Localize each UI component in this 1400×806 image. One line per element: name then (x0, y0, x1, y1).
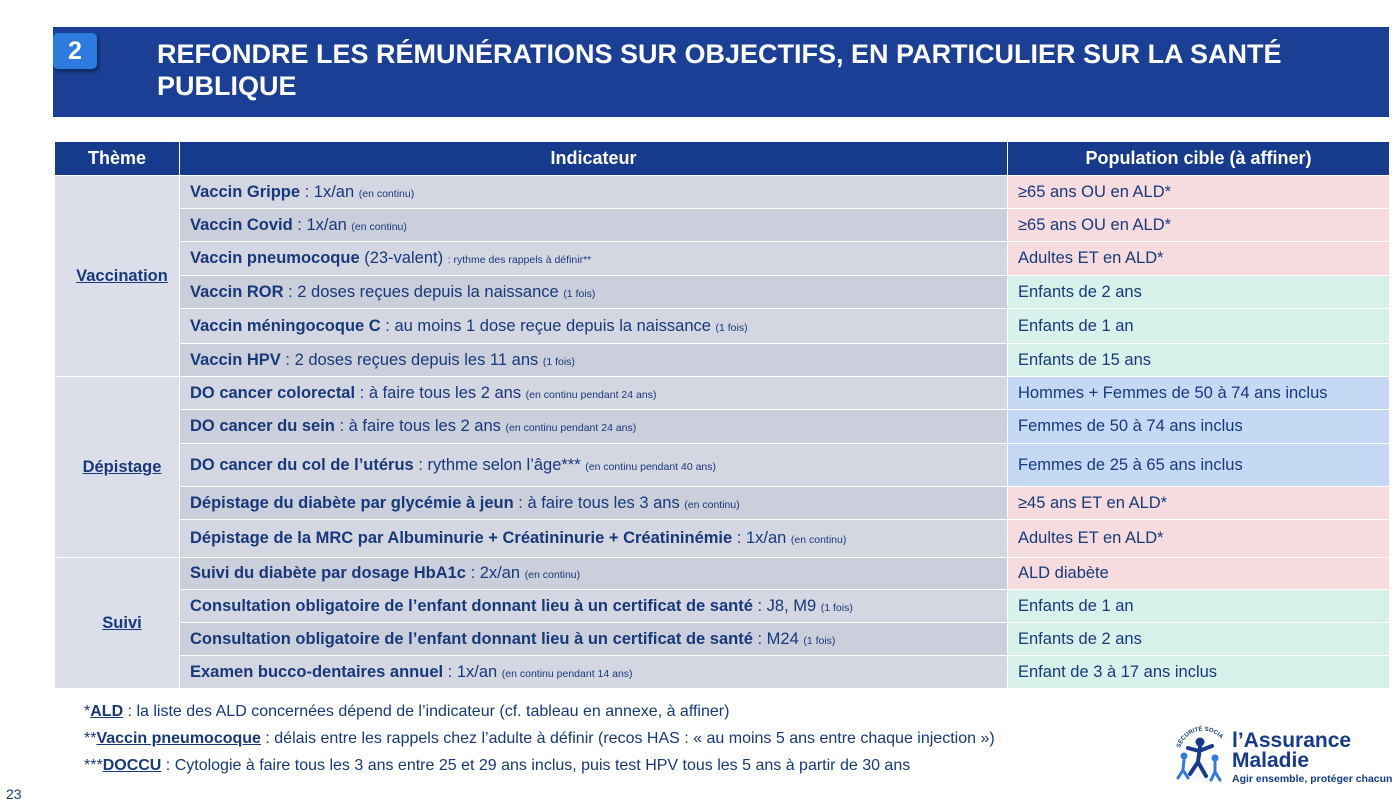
indicator-frequency: : au moins 1 dose reçue depuis la naissance (380, 316, 716, 335)
indicator-cell (180, 309, 1008, 344)
indicator-frequency: : à faire tous les 2 ans (334, 417, 506, 435)
table-row (55, 309, 1390, 344)
section-number-badge: 2 (53, 33, 97, 69)
indicator-note: (1 fois) (803, 634, 836, 647)
indicator-note: (1 fois) (563, 287, 596, 300)
indicator-name: DO cancer du col de l’utérus (190, 455, 414, 474)
population-cell: Femmes de 50 à 74 ans inclus (1008, 410, 1390, 444)
table-row (55, 623, 1390, 656)
indicator-frequency: : 2 doses reçues depuis les 11 ans (280, 350, 543, 369)
table-row (55, 656, 1390, 689)
page-number: 23 (6, 786, 22, 802)
indicator-cell (180, 520, 1008, 558)
indicator-frequency: : rythme selon l’âge*** (413, 455, 586, 474)
table-row (55, 209, 1390, 242)
population-cell: ≥65 ans OU en ALD* (1008, 209, 1390, 242)
logo-arc-text: SÉCURITÉ SOCIA (1176, 726, 1224, 749)
table-row (55, 520, 1390, 558)
indicator-frequency: : 2x/an (465, 564, 525, 582)
indicator-frequency: : 1x/an (732, 529, 791, 547)
theme-cell-suivi: Suivi (55, 558, 180, 689)
indicator-frequency: : J8, M9 (752, 596, 821, 615)
population-cell: Hommes + Femmes de 50 à 74 ans inclus (1008, 377, 1390, 410)
indicator-frequency: : M24 (752, 629, 804, 648)
population-cell: Adultes ET en ALD* (1008, 242, 1390, 276)
indicator-name: Consultation obligatoire de l’enfant donnant lieu à un certificat de santé (190, 596, 753, 615)
population-cell: ≥45 ans ET en ALD* (1008, 487, 1390, 520)
population-cell: ≥65 ans OU en ALD* (1008, 176, 1390, 209)
footnote-doccu: ***DOCCU : Cytologie à faire tous les 3 ans entre 25 et 29 ans inclus, puis test HPV tous les 5 ans à partir de 30 ans (84, 757, 911, 774)
indicator-name: DO cancer colorectal (190, 383, 356, 402)
indicator-note: (1 fois) (715, 321, 748, 334)
table-header-row (55, 142, 1390, 176)
indicator-cell (180, 590, 1008, 623)
table-row (55, 242, 1390, 276)
page-title: REFONDRE LES RÉMUNÉRATIONS SUR OBJECTIFS, EN PARTICULIER SUR LA SANTÉ PUBLIQUE (157, 39, 1282, 101)
indicator-cell (180, 276, 1008, 309)
indicator-name: Suivi du diabète par dosage HbA1c (190, 564, 466, 582)
population-cell: Enfants de 1 an (1008, 309, 1390, 344)
column-header-indicator: Indicateur (180, 142, 1008, 176)
table-row (55, 344, 1390, 377)
table-row (55, 487, 1390, 520)
indicator-cell (180, 444, 1008, 487)
column-header-theme: Thème (55, 142, 180, 176)
indicator-cell (180, 487, 1008, 520)
indicator-name: Vaccin ROR (190, 282, 284, 301)
indicator-name: Consultation obligatoire de l’enfant donnant lieu à un certificat de santé (190, 629, 753, 648)
indicator-cell (180, 656, 1008, 689)
table-row (55, 590, 1390, 623)
indicator-note: (en continu) (358, 187, 415, 200)
indicator-name: DO cancer du sein (190, 417, 335, 435)
indicator-note: : rythme des rappels à définir** (447, 254, 592, 266)
indicator-frequency: : 1x/an (300, 182, 359, 201)
indicator-note: (en continu pendant 24 ans) (505, 422, 637, 434)
indicator-frequency: : à faire tous les 3 ans (513, 493, 685, 512)
family-figures-icon (1170, 718, 1234, 788)
indicator-name: Vaccin Covid (190, 215, 293, 234)
indicator-cell (180, 242, 1008, 276)
table-row (55, 377, 1390, 410)
indicator-note: (en continu pendant 14 ans) (501, 667, 633, 680)
indicator-note: (1 fois) (542, 355, 575, 368)
table-row (55, 276, 1390, 309)
footnote-ald: *ALD : la liste des ALD concernées dépend de l’indicateur (cf. tableau en annexe, à affiner) (84, 703, 730, 720)
indicator-cell (180, 558, 1008, 590)
table-row (55, 410, 1390, 444)
indicator-cell (180, 209, 1008, 242)
indicator-note: (en continu) (351, 220, 407, 233)
indicator-note: (en continu pendant 24 ans) (525, 388, 657, 401)
indicator-cell (180, 377, 1008, 410)
assurance-maladie-logo (1170, 718, 1393, 788)
indicator-frequency: : 2 doses reçues depuis la naissance (283, 282, 564, 301)
population-cell: Enfants de 15 ans (1008, 344, 1390, 377)
indicator-frequency: : 1x/an (443, 662, 502, 681)
indicator-name: Vaccin HPV (190, 350, 281, 369)
theme-cell-vaccination: Vaccination (55, 176, 180, 377)
population-cell: ALD diabète (1008, 558, 1390, 590)
indicator-cell (180, 344, 1008, 377)
indicator-name: Vaccin méningocoque C (190, 316, 381, 335)
population-cell: Enfant de 3 à 17 ans inclus (1008, 656, 1390, 689)
indicator-note: (en continu) (524, 569, 581, 581)
logo-line1: l’Assurance (1232, 729, 1352, 752)
indicator-frequency: : à faire tous les 2 ans (355, 383, 526, 402)
indicator-cell (180, 410, 1008, 444)
indicator-frequency: : 1x/an (292, 215, 352, 234)
indicator-note: (en continu) (684, 498, 740, 511)
population-cell: Enfants de 1 an (1008, 590, 1390, 623)
population-cell: Enfants de 2 ans (1008, 276, 1390, 309)
indicator-name: Dépistage de la MRC par Albuminurie + Créatininurie + Créatininémie (190, 529, 733, 547)
indicator-frequency: (23-valent) (359, 249, 448, 267)
table-row (55, 444, 1390, 487)
indicator-note: (1 fois) (820, 601, 853, 614)
footnotes (84, 700, 995, 781)
logo-tagline: Agir ensemble, protéger chacun (1232, 773, 1393, 785)
indicator-name: Dépistage du diabète par glycémie à jeun (190, 493, 514, 512)
population-cell: Enfants de 2 ans (1008, 623, 1390, 656)
indicator-cell (180, 176, 1008, 209)
table-row (55, 176, 1390, 209)
indicator-name: Examen bucco-dentaires annuel (190, 662, 444, 681)
indicator-note: (en continu pendant 40 ans) (585, 460, 717, 473)
logo-line2: Maladie (1232, 749, 1310, 772)
indicator-name: Vaccin Grippe (190, 182, 301, 201)
population-cell: Adultes ET en ALD* (1008, 520, 1390, 558)
indicator-name: Vaccin pneumocoque (190, 249, 360, 267)
indicators-table (54, 141, 1390, 689)
theme-cell-depistage: Dépistage (55, 377, 180, 558)
footnote-pneumocoque: **Vaccin pneumocoque : délais entre les rappels chez l’adulte à définir (recos HAS : « au moins 5 ans entre chaque injection ») (84, 730, 995, 747)
column-header-population: Population cible (à affiner) (1008, 142, 1390, 176)
population-cell: Femmes de 25 à 65 ans inclus (1008, 444, 1390, 487)
table-row (55, 558, 1390, 590)
indicator-note: (en continu) (790, 534, 847, 546)
indicator-cell (180, 623, 1008, 656)
